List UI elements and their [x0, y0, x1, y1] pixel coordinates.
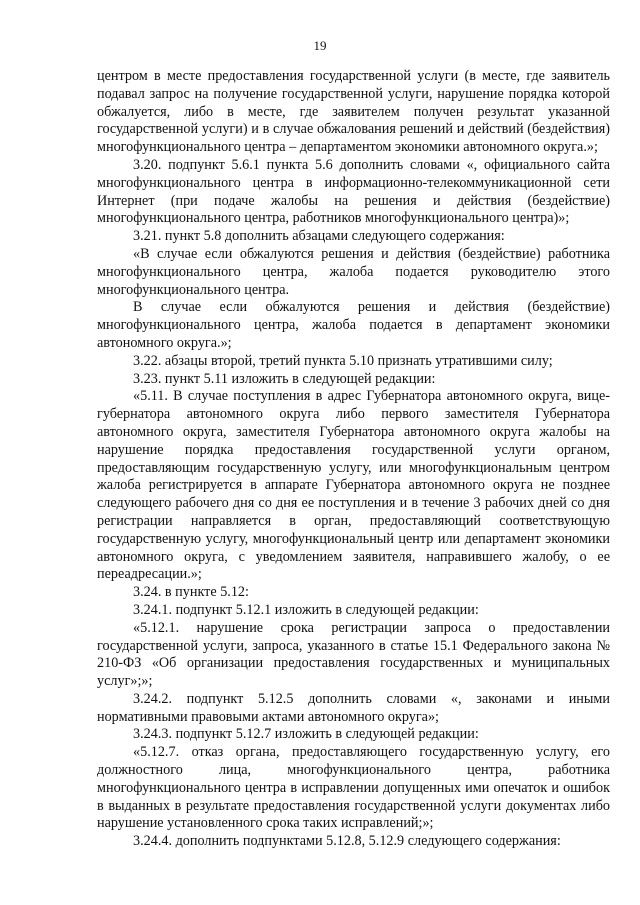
paragraph: «5.12.1. нарушение срока регистрации запроса о предоставлении государственной услуги, запроса, указанного в статье 15.1 Федерального закона № 210-ФЗ «Об организации предоставления государственных и муниципальных услуг»;»;	[97, 619, 610, 690]
paragraph: 3.24.2. подпункт 5.12.5 дополнить словами «, законами и иными нормативными правовыми актами автономного округа»;	[97, 690, 610, 725]
page-number: 19	[313, 38, 327, 53]
paragraph: 3.20. подпункт 5.6.1 пункта 5.6 дополнить словами «, официального сайта многофункционального центра в информационно-телекоммуникационной сети Интернет (при подаче жалобы на решения и действия (бездействие) многофункционального центра, работников многофункционального центра)»;	[97, 156, 610, 227]
paragraph: «5.11. В случае поступления в адрес Губернатора автономного округа, вице-губернатора автономного округа либо первого заместителя Губернатора автономного округа, заместителя Губернатора автономного округа жалобы на нарушение порядка предоставления государственной услуги органом, предоставляющим государственную услугу, или многофункциональным центром жалоба регистрируется в аппарате Губернатора автономного округа не позднее следующего рабочего дня со дня ее поступления и в течение 3 рабочих дней со дня регистрации направляется в орган, предоставляющий соответствующую государственную услугу, многофункциональный центр или департамент экономики автономного округа, с уведомлением заявителя, направившего жалобу, о ее переадресации.»;	[97, 388, 610, 583]
paragraph: 3.22. абзацы второй, третий пункта 5.10 признать утратившими силу;	[133, 352, 553, 369]
paragraph: «5.12.7. отказ органа, предоставляющего государственную услугу, его должностного лица, многофункционального центра, работника многофункционального центра в исправлении допущенных ими опечаток и ошибок в выданных в результате предоставления государственной услуги документах либо нарушение установленного срока таких исправлений;»;	[97, 744, 610, 832]
paragraph: 3.24.4. дополнить подпунктами 5.12.8, 5.12.9 следующего содержания:	[133, 833, 561, 850]
document-body	[97, 68, 610, 851]
paragraph: 3.21. пункт 5.8 дополнить абзацами следующего содержания:	[133, 228, 505, 245]
paragraph: В случае если обжалуются решения и действия (бездействие) многофункционального центра, жалоба подается в департамент экономики автономного округа.»;	[97, 299, 610, 351]
paragraph: 3.24.1. подпункт 5.12.1 изложить в следующей редакции:	[133, 601, 479, 618]
paragraph: 3.23. пункт 5.11 изложить в следующей редакции:	[133, 370, 436, 387]
paragraph: «В случае если обжалуются решения и действия (бездействие) работника многофункционального центра, жалоба подается руководителю этого многофункционального центра.	[97, 245, 610, 298]
paragraph: 3.24. в пункте 5.12:	[133, 584, 249, 601]
paragraph: центром в месте предоставления государственной услуги (в месте, где заявитель подавал запрос на получение государственной услуги, нарушение порядка которой обжалуется, либо в месте, где заявителем получен результат указанной государственной услуги) и в случае обжалования решений и действий (бездействия) многофункционального центра – департаментом экономики автономного округа.»;	[97, 68, 610, 156]
paragraph: 3.24.3. подпункт 5.12.7 изложить в следующей редакции:	[133, 726, 479, 743]
